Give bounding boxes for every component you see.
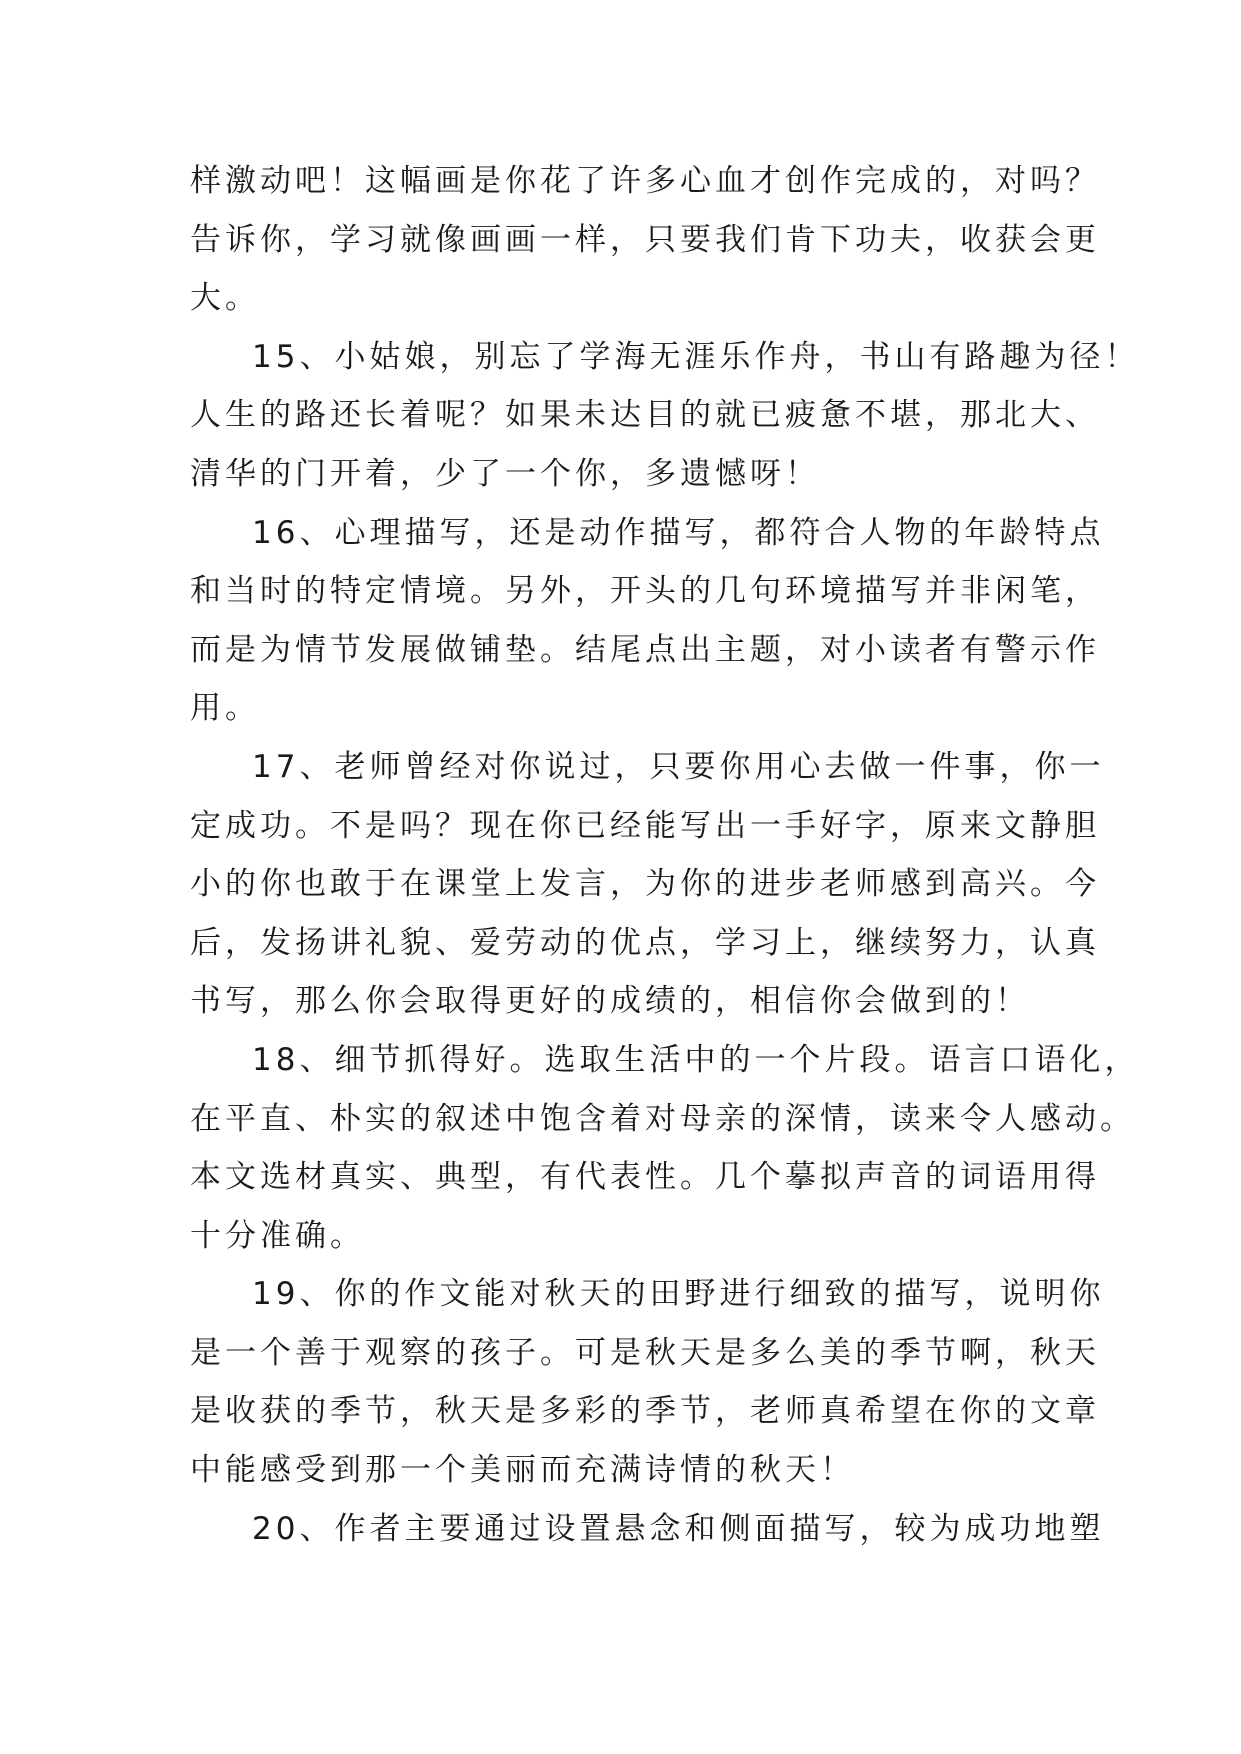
paragraph-comment-16 [190, 504, 1105, 738]
text-line: 在平直、朴实的叙述中饱含着对母亲的深情，读来令人感动。 [190, 1100, 1135, 1137]
text-line: 样激动吧！这幅画是你花了许多心血才创作完成的，对吗？ [190, 163, 1100, 199]
text-line: 大。 [190, 280, 260, 317]
paragraph-comment-17 [190, 738, 1105, 1031]
text-line: 后，发扬讲礼貌、爱劳动的优点，学习上，继续努力，认真 [190, 924, 1100, 961]
paragraph-comment-20 [190, 1500, 1105, 1559]
text-line: 是收获的季节，秋天是多彩的季节，老师真希望在你的文章 [190, 1393, 1100, 1430]
paragraph-comment-18 [190, 1031, 1140, 1265]
text-line: 是一个善于观察的孩子。可是秋天是多么美的季节啊，秋天 [190, 1334, 1100, 1371]
text-line: 18、细节抓得好。选取生活中的一个片段。语言口语化， [252, 1041, 1140, 1078]
text-line: 本文选材真实、典型，有代表性。几个摹拟声音的词语用得 [190, 1159, 1100, 1196]
text-line: 15、小姑娘，别忘了学海无涯乐作舟，书山有路趣为径！ [252, 338, 1140, 375]
text-line: 17、老师曾经对你说过，只要你用心去做一件事，你一 [252, 748, 1105, 785]
text-line: 定成功。不是吗？现在你已经能写出一手好字，原来文静胆 [190, 807, 1100, 844]
text-line: 和当时的特定情境。另外，开头的几句环境描写并非闲笔， [190, 573, 1100, 610]
text-line: 中能感受到那一个美丽而充满诗情的秋天！ [190, 1452, 855, 1489]
text-line: 而是为情节发展做铺垫。结尾点出主题，对小读者有警示作 [190, 631, 1100, 668]
paragraph-comment-19 [190, 1265, 1105, 1499]
text-line: 16、心理描写，还是动作描写，都符合人物的年龄特点 [252, 514, 1105, 551]
text-line: 20、作者主要通过设置悬念和侧面描写，较为成功地塑 [252, 1510, 1105, 1547]
text-line: 十分准确。 [190, 1217, 365, 1254]
text-line: 书写，那么你会取得更好的成绩的，相信你会做到的！ [190, 983, 1030, 1020]
text-line: 小的你也敢于在课堂上发言，为你的进步老师感到高兴。今 [190, 866, 1100, 903]
text-line: 19、你的作文能对秋天的田野进行细致的描写，说明你 [252, 1276, 1105, 1313]
paragraph-continuation [190, 152, 1100, 328]
text-line: 告诉你，学习就像画画一样，只要我们肯下功夫，收获会更 [190, 221, 1100, 258]
text-line: 清华的门开着，少了一个你，多遗憾呀！ [190, 455, 820, 492]
paragraph-comment-15 [190, 328, 1140, 504]
text-line: 人生的路还长着呢？如果未达目的就已疲惫不堪，那北大、 [190, 397, 1100, 434]
document-body [190, 152, 1140, 1558]
text-line: 用。 [190, 690, 260, 727]
